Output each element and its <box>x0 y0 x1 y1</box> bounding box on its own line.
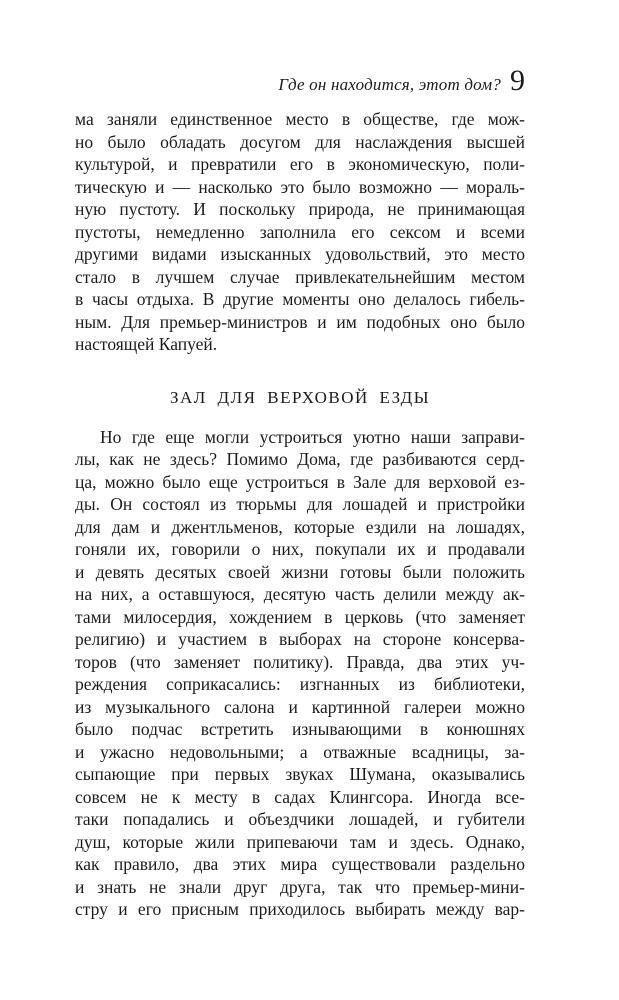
text-line: ную пустоту. И поскольку природа, не принимающая <box>75 199 525 219</box>
text-line: ды. Он состоял из тюрьмы для лошадей и пристройки <box>75 494 525 514</box>
text-line: Но где еще могли устроиться уютно наши заправи- <box>100 426 525 447</box>
text-line: было подчас встретить изнывающими в конюшнях <box>75 719 525 739</box>
text-line: гоняли их, говорили о них, покупали их и продавали <box>75 539 525 559</box>
text-line: для дам и джентльменов, которые ездили на лошадях, <box>75 516 525 537</box>
text-line: из музыкального салона и картинной галереи можно <box>75 696 525 717</box>
text-line: пустоты, немедленно заполнила его сексом и всеми <box>75 221 525 242</box>
text-line: другими видами изысканных удовольствий, это место <box>75 244 525 264</box>
text-line: и девять десятых своей жизни готовы были положить <box>75 561 525 582</box>
text-line: тами милосердия, хождением в церковь (что заменяет <box>75 606 525 627</box>
text-line: но было обладать досугом для наслаждения высшей <box>75 131 525 152</box>
text-block <box>75 66 525 921</box>
text-line: и ужасно недовольными; а отважные всадницы, за- <box>75 741 525 762</box>
paragraph-2 <box>75 426 525 921</box>
text-line: на них, а оставшуюся, десятую часть делили между ак- <box>75 584 525 604</box>
text-line: как правило, два этих мира существовали раздельно <box>75 854 525 874</box>
text-line: ца, можно было еще устроиться в Зале для верховой ез- <box>75 471 525 492</box>
section-heading: ЗАЛ ДЛЯ ВЕРХОВОЙ ЕЗДЫ <box>169 387 431 407</box>
paragraph-1 <box>75 108 525 356</box>
text-line: реждения соприкасались: изгнанных из библиотеки, <box>75 674 525 694</box>
text-line: в часы отдыха. В другие моменты оно делалось гибель- <box>75 289 525 309</box>
text-line: и знать не знали друг друга, так что премьер-мини- <box>75 876 525 897</box>
page-number: 9 <box>510 64 525 97</box>
running-head-title: Где он находится, этот дом? <box>278 75 501 94</box>
text-line: ным. Для премьер-министров и им подобных оно было <box>75 311 525 332</box>
text-line: торов (что заменяет политику). Правда, два этих уч- <box>75 651 525 672</box>
text-line: таки попадались и объездчики лошадей, и губители <box>75 809 525 829</box>
running-head <box>75 66 525 96</box>
text-line: настоящей Капуей. <box>75 334 218 354</box>
text-line: совсем не к месту в садах Клингсора. Иногда все- <box>75 786 525 807</box>
text-line: тическую и — насколько это было возможно — мораль- <box>75 176 525 197</box>
text-line: душ, которые жили припеваючи там и здесь. Однако, <box>75 831 525 852</box>
text-line: сыпающие при первых звуках Шумана, оказывались <box>75 764 525 784</box>
text-line: лы, как не здесь? Помимо Дома, где разбиваются серд- <box>75 449 525 469</box>
text-line: стало в лучшем случае привлекательнейшим местом <box>75 266 525 287</box>
text-line: стру и его присным приходилось выбирать между вар- <box>75 899 525 919</box>
text-line: ма заняли единственное место в обществе, где мож- <box>75 109 525 129</box>
text-line: религию) и участием в выборах на стороне консерва- <box>75 629 525 649</box>
text-line: культурой, и превратили его в экономическую, поли- <box>75 154 525 174</box>
